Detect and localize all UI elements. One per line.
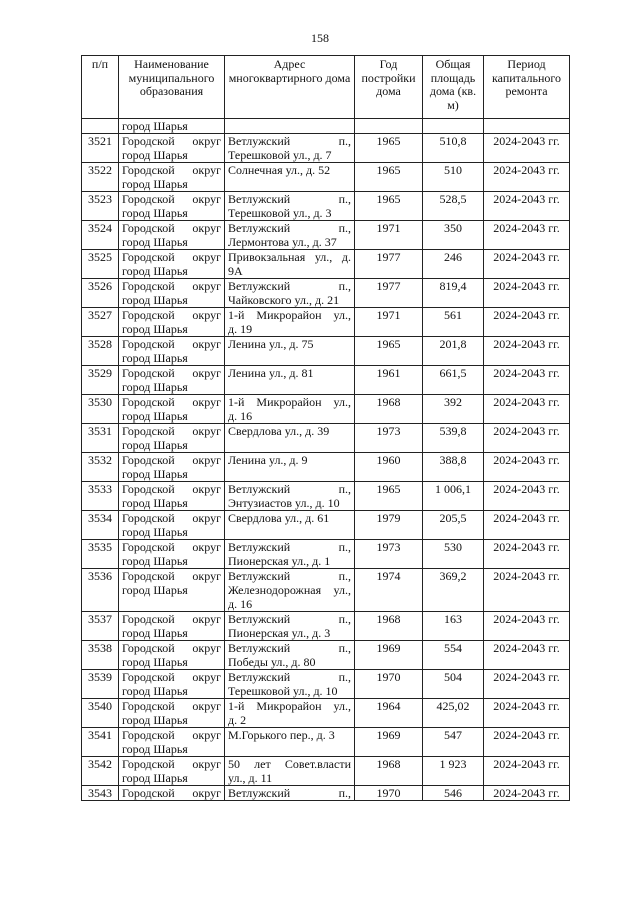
cell-municipality — [119, 308, 225, 337]
cell-area: 661,5 — [423, 366, 484, 395]
cell-municipality — [119, 221, 225, 250]
municipality-line-1: Городской округ — [122, 670, 221, 684]
municipality-line-2: город Шарья — [122, 496, 188, 510]
municipality-line-2: город Шарья — [122, 206, 188, 220]
cell-period: 2024-2043 гг. — [484, 453, 570, 482]
cell-area — [423, 119, 484, 134]
cell-num: 3523 — [82, 192, 119, 221]
header-period: Период капитального ремонта — [484, 56, 570, 119]
cell-area: 1 923 — [423, 757, 484, 786]
cell-municipality — [119, 699, 225, 728]
address-line-1: Свердлова ул., д. 39 — [228, 424, 330, 438]
header-num: п/п — [82, 56, 119, 119]
cell-address — [225, 786, 355, 801]
cell-address — [225, 757, 355, 786]
cell-municipality — [119, 366, 225, 395]
cell-period: 2024-2043 гг. — [484, 192, 570, 221]
cell-address — [225, 511, 355, 540]
address-line-1: Ветлужский п., — [228, 279, 351, 293]
address-line-1: Привокзальная ул., д. — [228, 250, 351, 264]
cell-area: 554 — [423, 641, 484, 670]
cell-area: 163 — [423, 612, 484, 641]
table-row — [82, 308, 570, 337]
address-line-1: Ветлужский п., — [228, 670, 351, 684]
cell-period: 2024-2043 гг. — [484, 786, 570, 801]
cell-address — [225, 699, 355, 728]
address-line-2: 9А — [228, 264, 243, 278]
municipality-line-1: Городской округ — [122, 786, 221, 800]
cell-address — [225, 482, 355, 511]
cell-municipality — [119, 670, 225, 699]
municipality-line-1: Городской округ — [122, 482, 221, 496]
cell-area: 819,4 — [423, 279, 484, 308]
address-line-2: Терешковой ул., д. 3 — [228, 206, 332, 220]
cell-municipality — [119, 511, 225, 540]
municipality-line-2: город Шарья — [122, 235, 188, 249]
cell-year: 1977 — [355, 250, 423, 279]
address-line-2: Терешковой ул., д. 10 — [228, 684, 338, 698]
cell-area: 504 — [423, 670, 484, 699]
cell-area: 205,5 — [423, 511, 484, 540]
municipality-line-2: город Шарья — [122, 626, 188, 640]
header-municipality: Наименование муниципального образования — [119, 56, 225, 119]
cell-address — [225, 569, 355, 612]
cell-municipality — [119, 641, 225, 670]
municipality-line-1: Городской округ — [122, 424, 221, 438]
cell-area: 388,8 — [423, 453, 484, 482]
cell-period: 2024-2043 гг. — [484, 308, 570, 337]
municipality-line-1: Городской округ — [122, 279, 221, 293]
cell-area: 546 — [423, 786, 484, 801]
municipality-line-1: Городской округ — [122, 192, 221, 206]
address-line-2: Пионерская ул., д. 3 — [228, 626, 331, 640]
cell-num: 3540 — [82, 699, 119, 728]
table-header-row — [82, 56, 570, 119]
cell-period: 2024-2043 гг. — [484, 366, 570, 395]
cell-address — [225, 192, 355, 221]
cell-period: 2024-2043 гг. — [484, 699, 570, 728]
cell-address — [225, 221, 355, 250]
municipality-line-1: Городской округ — [122, 366, 221, 380]
address-line-2: Терешковой ул., д. 7 — [228, 148, 332, 162]
address-line-1: Ленина ул., д. 81 — [228, 366, 314, 380]
cell-num: 3530 — [82, 395, 119, 424]
cell-period: 2024-2043 гг. — [484, 337, 570, 366]
municipality-line-2: город Шарья — [122, 713, 188, 727]
cell-period — [484, 119, 570, 134]
table-row — [82, 641, 570, 670]
cell-area: 369,2 — [423, 569, 484, 612]
cell-num: 3538 — [82, 641, 119, 670]
cell-year: 1977 — [355, 279, 423, 308]
address-line-2: д. 2 — [228, 713, 247, 727]
cell-area: 528,5 — [423, 192, 484, 221]
cell-municipality — [119, 540, 225, 569]
cell-address — [225, 540, 355, 569]
cell-address — [225, 308, 355, 337]
cell-year: 1968 — [355, 757, 423, 786]
table-row — [82, 134, 570, 163]
cell-num: 3527 — [82, 308, 119, 337]
address-line-1: Солнечная ул., д. 52 — [228, 163, 331, 177]
cell-period: 2024-2043 гг. — [484, 569, 570, 612]
cell-num: 3531 — [82, 424, 119, 453]
cell-year: 1961 — [355, 366, 423, 395]
cell-area: 350 — [423, 221, 484, 250]
continuation-row — [82, 119, 570, 134]
cell-num: 3526 — [82, 279, 119, 308]
table-row — [82, 250, 570, 279]
address-line-1: 1-й Микрорайон ул., — [228, 308, 351, 322]
cell-period: 2024-2043 гг. — [484, 641, 570, 670]
cell-period: 2024-2043 гг. — [484, 511, 570, 540]
municipality-line-1: Городской округ — [122, 163, 221, 177]
cell-period: 2024-2043 гг. — [484, 163, 570, 192]
cell-year: 1973 — [355, 540, 423, 569]
municipality-line-2: город Шарья — [122, 554, 188, 568]
cell-address — [225, 119, 355, 134]
table-row — [82, 424, 570, 453]
municipality-line-1: Городской округ — [122, 569, 221, 583]
cell-period: 2024-2043 гг. — [484, 670, 570, 699]
cell-period: 2024-2043 гг. — [484, 540, 570, 569]
cell-num: 3529 — [82, 366, 119, 395]
address-line-1: 1-й Микрорайон ул., — [228, 699, 351, 713]
municipality-line-1: Городской округ — [122, 453, 221, 467]
cell-address — [225, 424, 355, 453]
municipality-line-2: город Шарья — [122, 264, 188, 278]
address-line-2: ул., д. 11 — [228, 771, 273, 785]
cell-area: 392 — [423, 395, 484, 424]
municipality-line-1: Городской округ — [122, 395, 221, 409]
cell-municipality — [119, 612, 225, 641]
address-line-1: 1-й Микрорайон ул., — [228, 395, 351, 409]
municipality-line-1: Городской округ — [122, 757, 221, 771]
address-line-2: Пионерская ул., д. 1 — [228, 554, 331, 568]
cell-num: 3521 — [82, 134, 119, 163]
table-row — [82, 540, 570, 569]
cell-municipality — [119, 134, 225, 163]
municipality-line-1: Городской округ — [122, 728, 221, 742]
address-line-1: Ленина ул., д. 75 — [228, 337, 314, 351]
cell-address — [225, 670, 355, 699]
cell-year: 1968 — [355, 612, 423, 641]
header-address: Адрес многоквартирного дома — [225, 56, 355, 119]
cell-area: 539,8 — [423, 424, 484, 453]
table-row — [82, 728, 570, 757]
municipality-line-1: Городской округ — [122, 540, 221, 554]
cell-municipality — [119, 279, 225, 308]
cell-year: 1969 — [355, 641, 423, 670]
cell-year: 1968 — [355, 395, 423, 424]
table-row — [82, 337, 570, 366]
cell-area: 1 006,1 — [423, 482, 484, 511]
header-area: Общая площадь дома (кв. м) — [423, 56, 484, 119]
cell-period: 2024-2043 гг. — [484, 395, 570, 424]
cell-address — [225, 337, 355, 366]
cell-period: 2024-2043 гг. — [484, 482, 570, 511]
municipality-line-2: город Шарья — [122, 655, 188, 669]
cell-year: 1965 — [355, 192, 423, 221]
table-row — [82, 786, 570, 801]
address-line-2: Лермонтова ул., д. 37 — [228, 235, 337, 249]
address-line-1: Ветлужский п., — [228, 540, 351, 554]
cell-area: 561 — [423, 308, 484, 337]
address-line-1: Ветлужский п., — [228, 134, 351, 148]
cell-municipality — [119, 337, 225, 366]
cell-period: 2024-2043 гг. — [484, 134, 570, 163]
cell-period: 2024-2043 гг. — [484, 221, 570, 250]
table-row — [82, 699, 570, 728]
address-line-1: 50 лет Совет.власти — [228, 757, 351, 771]
address-line-1: Ветлужский п., — [228, 482, 351, 496]
cell-period: 2024-2043 гг. — [484, 424, 570, 453]
address-line-1: М.Горького пер., д. 3 — [228, 728, 335, 742]
cell-num: 3532 — [82, 453, 119, 482]
table-row — [82, 569, 570, 612]
cell-year: 1971 — [355, 308, 423, 337]
cell-year: 1973 — [355, 424, 423, 453]
cell-municipality — [119, 395, 225, 424]
municipality-line-2: город Шарья — [122, 409, 188, 423]
cell-municipality — [119, 786, 225, 801]
cell-year: 1964 — [355, 699, 423, 728]
municipality-line-1: Городской округ — [122, 511, 221, 525]
address-line-2: д. 19 — [228, 322, 253, 336]
cell-municipality — [119, 192, 225, 221]
table-row — [82, 757, 570, 786]
cell-period: 2024-2043 гг. — [484, 728, 570, 757]
cell-year: 1970 — [355, 670, 423, 699]
cell-address — [225, 453, 355, 482]
municipality-line-1: Городской округ — [122, 337, 221, 351]
cell-period: 2024-2043 гг. — [484, 612, 570, 641]
table-row — [82, 612, 570, 641]
table-row — [82, 482, 570, 511]
cell-year: 1965 — [355, 482, 423, 511]
cell-address — [225, 641, 355, 670]
cell-num: 3537 — [82, 612, 119, 641]
cell-num: 3543 — [82, 786, 119, 801]
municipality-line-2: город Шарья — [122, 525, 188, 539]
cell-address — [225, 279, 355, 308]
address-line-1: Ветлужский п., — [228, 569, 351, 583]
cell-municipality — [119, 569, 225, 612]
cell-num: 3536 — [82, 569, 119, 612]
municipality-line-2: город Шарья — [122, 771, 188, 785]
cell-num: 3525 — [82, 250, 119, 279]
cell-area: 425,02 — [423, 699, 484, 728]
cell-num: 3522 — [82, 163, 119, 192]
municipality-line-2: город Шарья — [122, 742, 188, 756]
address-line-2: Энтузиастов ул., д. 10 — [228, 496, 340, 510]
cell-address — [225, 366, 355, 395]
cell-year: 1971 — [355, 221, 423, 250]
cell-area: 246 — [423, 250, 484, 279]
cell-num: 3535 — [82, 540, 119, 569]
address-line-2: Железнодорожная ул., — [228, 583, 351, 597]
municipality-line-2: город Шарья — [122, 467, 188, 481]
municipality-line-1: Городской округ — [122, 308, 221, 322]
page-number: 158 — [311, 31, 329, 45]
municipality-line-2: город Шарья — [122, 293, 188, 307]
cell-num: 3534 — [82, 511, 119, 540]
cell-year: 1965 — [355, 337, 423, 366]
cell-year: 1969 — [355, 728, 423, 757]
cell-municipality — [119, 728, 225, 757]
address-line-1: Ветлужский п., — [228, 786, 351, 800]
municipality-line-2: город Шарья — [122, 177, 188, 191]
cell-municipality — [119, 250, 225, 279]
cell-year: 1970 — [355, 786, 423, 801]
cell-num: 3539 — [82, 670, 119, 699]
cell-num: 3541 — [82, 728, 119, 757]
address-line-1: Ветлужский п., — [228, 641, 351, 655]
cell-municipality: город Шарья — [119, 119, 225, 134]
cell-area: 510,8 — [423, 134, 484, 163]
municipality-line-1: Городской округ — [122, 134, 221, 148]
municipality-line-1: Городской округ — [122, 221, 221, 235]
cell-address — [225, 163, 355, 192]
cell-address — [225, 134, 355, 163]
municipality-line-1: Городской округ — [122, 612, 221, 626]
municipality-line-2: город Шарья — [122, 351, 188, 365]
municipality-line-2: город Шарья — [122, 322, 188, 336]
table-row — [82, 192, 570, 221]
municipality-line-1: Городской округ — [122, 250, 221, 264]
address-line-1: Ветлужский п., — [228, 192, 351, 206]
cell-period: 2024-2043 гг. — [484, 279, 570, 308]
address-line-3: д. 16 — [228, 597, 253, 611]
table-row — [82, 511, 570, 540]
cell-area: 547 — [423, 728, 484, 757]
cell-municipality — [119, 424, 225, 453]
municipality-line-2: город Шарья — [122, 583, 188, 597]
cell-area: 530 — [423, 540, 484, 569]
housing-registry-table — [81, 55, 570, 801]
municipality-line-2: город Шарья — [122, 684, 188, 698]
cell-year: 1965 — [355, 163, 423, 192]
address-line-1: Ветлужский п., — [228, 221, 351, 235]
table-row — [82, 163, 570, 192]
cell-period: 2024-2043 гг. — [484, 757, 570, 786]
address-line-2: д. 16 — [228, 409, 253, 423]
cell-num: 3542 — [82, 757, 119, 786]
cell-municipality — [119, 163, 225, 192]
municipality-line-2: город Шарья — [122, 148, 188, 162]
address-line-1: Свердлова ул., д. 61 — [228, 511, 330, 525]
cell-address — [225, 395, 355, 424]
header-year: Год постройки дома — [355, 56, 423, 119]
cell-year: 1960 — [355, 453, 423, 482]
address-line-2: Чайковского ул., д. 21 — [228, 293, 340, 307]
cell-num — [82, 119, 119, 134]
cell-period: 2024-2043 гг. — [484, 250, 570, 279]
cell-area: 510 — [423, 163, 484, 192]
table-row — [82, 453, 570, 482]
cell-area: 201,8 — [423, 337, 484, 366]
cell-num: 3524 — [82, 221, 119, 250]
municipality-line-2: город Шарья — [122, 438, 188, 452]
cell-num: 3533 — [82, 482, 119, 511]
municipality-line-2: город Шарья — [122, 380, 188, 394]
cell-num: 3528 — [82, 337, 119, 366]
table-row — [82, 366, 570, 395]
table-row — [82, 670, 570, 699]
cell-municipality — [119, 757, 225, 786]
table-row — [82, 395, 570, 424]
cell-year: 1965 — [355, 134, 423, 163]
municipality-line-1: Городской округ — [122, 641, 221, 655]
address-line-1: Ветлужский п., — [228, 612, 351, 626]
table-row — [82, 221, 570, 250]
table-row — [82, 279, 570, 308]
address-line-2: Победы ул., д. 80 — [228, 655, 316, 669]
cell-municipality — [119, 453, 225, 482]
cell-municipality — [119, 482, 225, 511]
cell-year: 1979 — [355, 511, 423, 540]
address-line-1: Ленина ул., д. 9 — [228, 453, 308, 467]
cell-year — [355, 119, 423, 134]
cell-address — [225, 612, 355, 641]
municipality-line-1: Городской округ — [122, 699, 221, 713]
cell-year: 1974 — [355, 569, 423, 612]
cell-address — [225, 250, 355, 279]
cell-address — [225, 728, 355, 757]
